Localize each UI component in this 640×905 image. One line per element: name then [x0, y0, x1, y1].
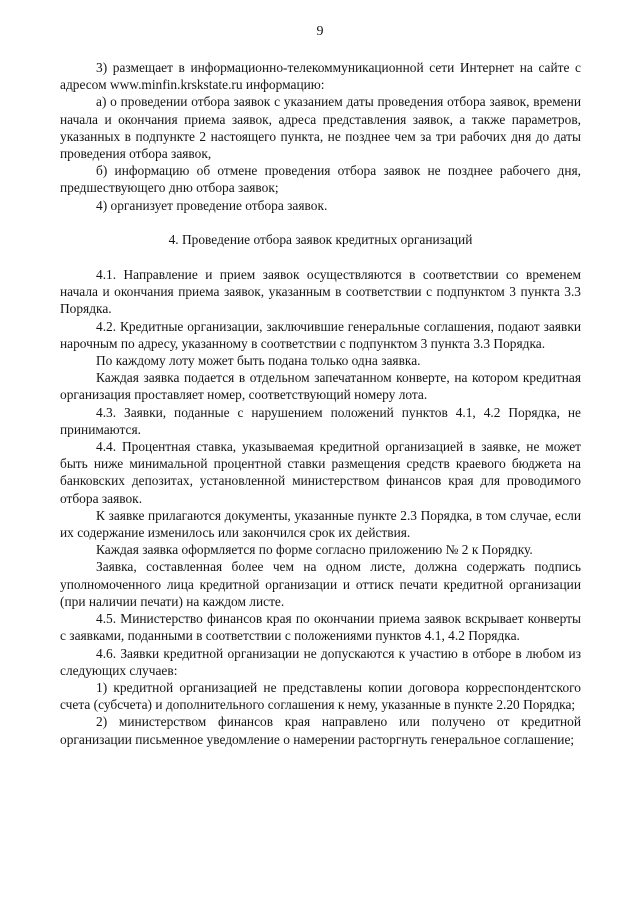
paragraph-multi-sheet-bid: Заявка, составленная более чем на одном листе, должна содержать подпись уполномоченного лица кредитной организации и оттиск печати кредитной организации (при наличии печати) на каждом листе. [60, 559, 581, 609]
section-4-heading: 4. Проведение отбора заявок кредитных организаций [168, 231, 473, 247]
paragraph-3-3-item-4: 4) организует проведение отбора заявок. [96, 197, 328, 213]
paragraph-4-5: 4.5. Министерство финансов края по окончании приема заявок вскрывает конверты с заявками, поданными в соответствии с положениями пунктов 4.1, 4.2 Порядка. [60, 611, 581, 644]
paragraph-sealed-envelope: Каждая заявка подается в отдельном запечатанном конверте, на котором кредитная организация проставляет номер, соответствующий номеру лота. [60, 370, 581, 403]
paragraph-4-2: 4.2. Кредитные организации, заключившие генеральные соглашения, подают заявки нарочным по адресу, указанному в соответствии с подпунктом 3 пункта 3.3 Порядка. [60, 318, 581, 351]
paragraph-4-6-item-1: 1) кредитной организацией не представлены копии договора корреспондентского счета (субсчета) и дополнительного соглашения к нему, указанные в пункте 2.20 Порядка; [60, 679, 581, 713]
paragraph-attached-documents: К заявке прилагаются документы, указанные пункте 2.3 Порядка, в том случае, если их содержание изменилось или закончился срок их действия. [60, 507, 581, 541]
paragraph-item-b: б) информацию об отмене проведения отбора заявок не позднее рабочего дня, предшествующего дню отбора заявок; [60, 163, 581, 196]
paragraph-3-3-item-3: 3) размещает в информационно-телекоммуникационной сети Интернет на сайте с адресом www.minfin.krskstate.ru информацию: [60, 60, 581, 93]
paragraph-one-bid-per-lot: По каждому лоту может быть подана только одна заявка. [96, 353, 421, 369]
paragraph-bid-form: Каждая заявка оформляется по форме согласно приложению № 2 к Порядку. [96, 542, 533, 558]
paragraph-item-a: а) о проведении отбора заявок с указанием даты проведения отбора заявок, времени начала и окончания приема заявок, адреса представления заявок, а также параметров, указанных в подпункте 2 настоящего пункта, не позднее чем за три рабочих дня до даты проведения отбора заявок, [60, 94, 581, 162]
paragraph-4-6: 4.6. Заявки кредитной организации не допускаются к участию в отборе в любом из следующих случаев: [60, 645, 581, 678]
paragraph-4-6-item-2: 2) министерством финансов края направлено или получено от кредитной организации письменное уведомление о намерении расторгнуть генеральное соглашение; [60, 714, 581, 747]
paragraph-4-3: 4.3. Заявки, поданные с нарушением положений пунктов 4.1, 4.2 Порядка, не принимаются. [60, 404, 581, 437]
document-body [60, 59, 581, 748]
page-number: 9 [316, 24, 324, 39]
paragraph-4-4: 4.4. Процентная ставка, указываемая кредитной организацией в заявке, не может быть ниже минимальной процентной ставки размещения средств краевого бюджета на банковских депозитах, установленной министерством финансов края для проводимого отбора заявок. [60, 439, 581, 506]
paragraph-4-1: 4.1. Направление и прием заявок осуществляются в соответствии со временем начала и окончания приема заявок, указанным в соответствии с подпунктом 3 пункта 3.3 Порядка. [60, 267, 581, 317]
